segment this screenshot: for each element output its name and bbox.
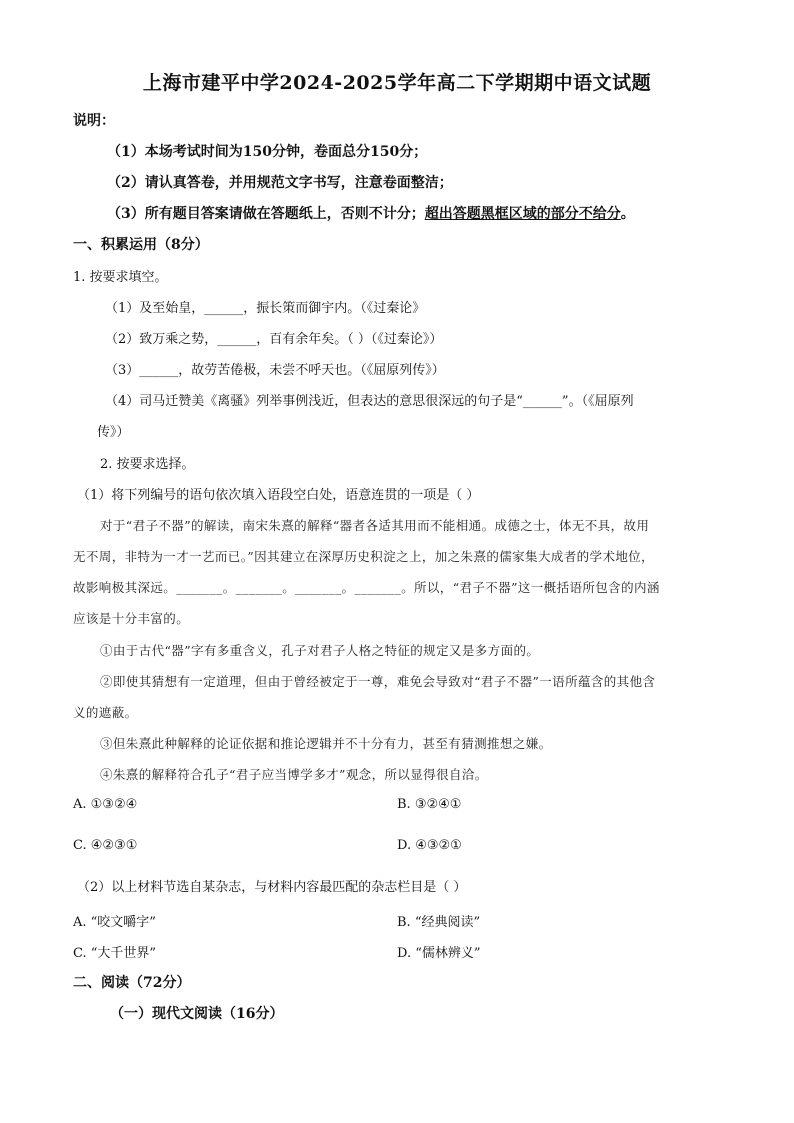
section-1-heading: 一、积累运用（8分）: [73, 237, 209, 253]
question-1-item-3: （3）______，故劳苦倦极，未尝不呼天也。（《屈原列传》）: [105, 363, 445, 378]
option-2-b: B. “经典阅读”: [397, 915, 481, 930]
question-2-sub-2: （2）以上材料节选自某杂志，与材料内容最匹配的杂志栏目是（ ）: [77, 880, 467, 895]
question-1-item-4-cont: 传》）: [97, 425, 130, 440]
option-1-b: B. ③②④①: [397, 797, 462, 812]
section-2-heading: 二、阅读（72分）: [73, 975, 191, 991]
instruction-item-3-text: （3）所有题目答案请做在答题纸上，否则不计分；: [107, 206, 425, 222]
question-1-stem: 1. 按要求填空。: [73, 270, 168, 285]
instruction-item-3: [107, 203, 635, 223]
option-2-c: C. “大千世界”: [73, 946, 157, 961]
page-title: 上海市建平中学2024-2025学年高二下学期期中语文试题: [142, 72, 652, 94]
statement-2: ②即使其猜想有一定道理，但由于曾经被定于一尊，难免会导致对“君子不器”一语所蕴含的其他含: [100, 674, 656, 689]
statement-2-cont: 义的遮蔽。: [73, 705, 138, 720]
instruction-item-2: （2）请认真答卷，并用规范文字书写，注意卷面整洁；: [107, 175, 453, 191]
option-2-d: D. “儒林辨义”: [397, 946, 481, 961]
option-1-a: A. ①③②④: [73, 797, 138, 812]
question-1-item-2: （2）致万乘之势，______，百有余年矣。（ ）（《过秦论》）: [105, 332, 443, 347]
question-1-item-1: （1）及至始皇，______，振长策而御宇内。（《过秦论》: [105, 301, 426, 316]
passage-line-4: 应该是十分丰富的。: [73, 611, 190, 626]
question-1-item-4: （4）司马迁赞美《离骚》列举事例浅近，但表达的意思很深远的句子是“______”。（《屈原列: [105, 394, 634, 409]
section-2-subheading: （一）现代文阅读（16分）: [110, 1006, 284, 1022]
question-2-stem: 2. 按要求选择。: [100, 457, 195, 472]
statement-4: ④朱熹的解释符合孔子“君子应当博学多才”观念，所以显得很自洽。: [100, 767, 488, 782]
option-2-a: A. “咬文嚼字”: [73, 915, 156, 930]
passage-line-3: 故影响极其深远。_______。_______。_______。_______。所以，“君子不器”这一概括语所包含的内涵: [73, 580, 660, 595]
passage-line-2: 无不周，非特为一才一艺而已。”因其建立在深厚历史积淀之上，加之朱熹的儒家集大成者的学术地位，: [73, 549, 655, 564]
instruction-item-1: （1）本场考试时间为150分钟，卷面总分150分；: [107, 144, 428, 160]
statement-3: ③但朱熹此种解释的论证依据和推论逻辑并不十分有力，甚至有猜测推想之嫌。: [100, 736, 552, 751]
instruction-item-3-suffix: 。: [620, 206, 635, 222]
instruction-item-3-emphasis: 超出答题黑框区域的部分不给分: [424, 206, 621, 222]
option-1-d: D. ④③②①: [397, 838, 462, 853]
passage-line-1: 对于“君子不器”的解读，南宋朱熹的解释“器者各适其用而不能相通。成德之士，体无不具，故用: [100, 518, 650, 533]
statement-1: ①由于古代“器”字有多重含义，孔子对君子人格之特征的规定又是多方面的。: [100, 643, 540, 658]
instructions-label: 说明：: [73, 113, 115, 129]
option-1-c: C. ④②③①: [73, 838, 138, 853]
question-2-sub-1: （1）将下列编号的语句依次填入语段空白处，语意连贯的一项是（ ）: [77, 488, 480, 503]
